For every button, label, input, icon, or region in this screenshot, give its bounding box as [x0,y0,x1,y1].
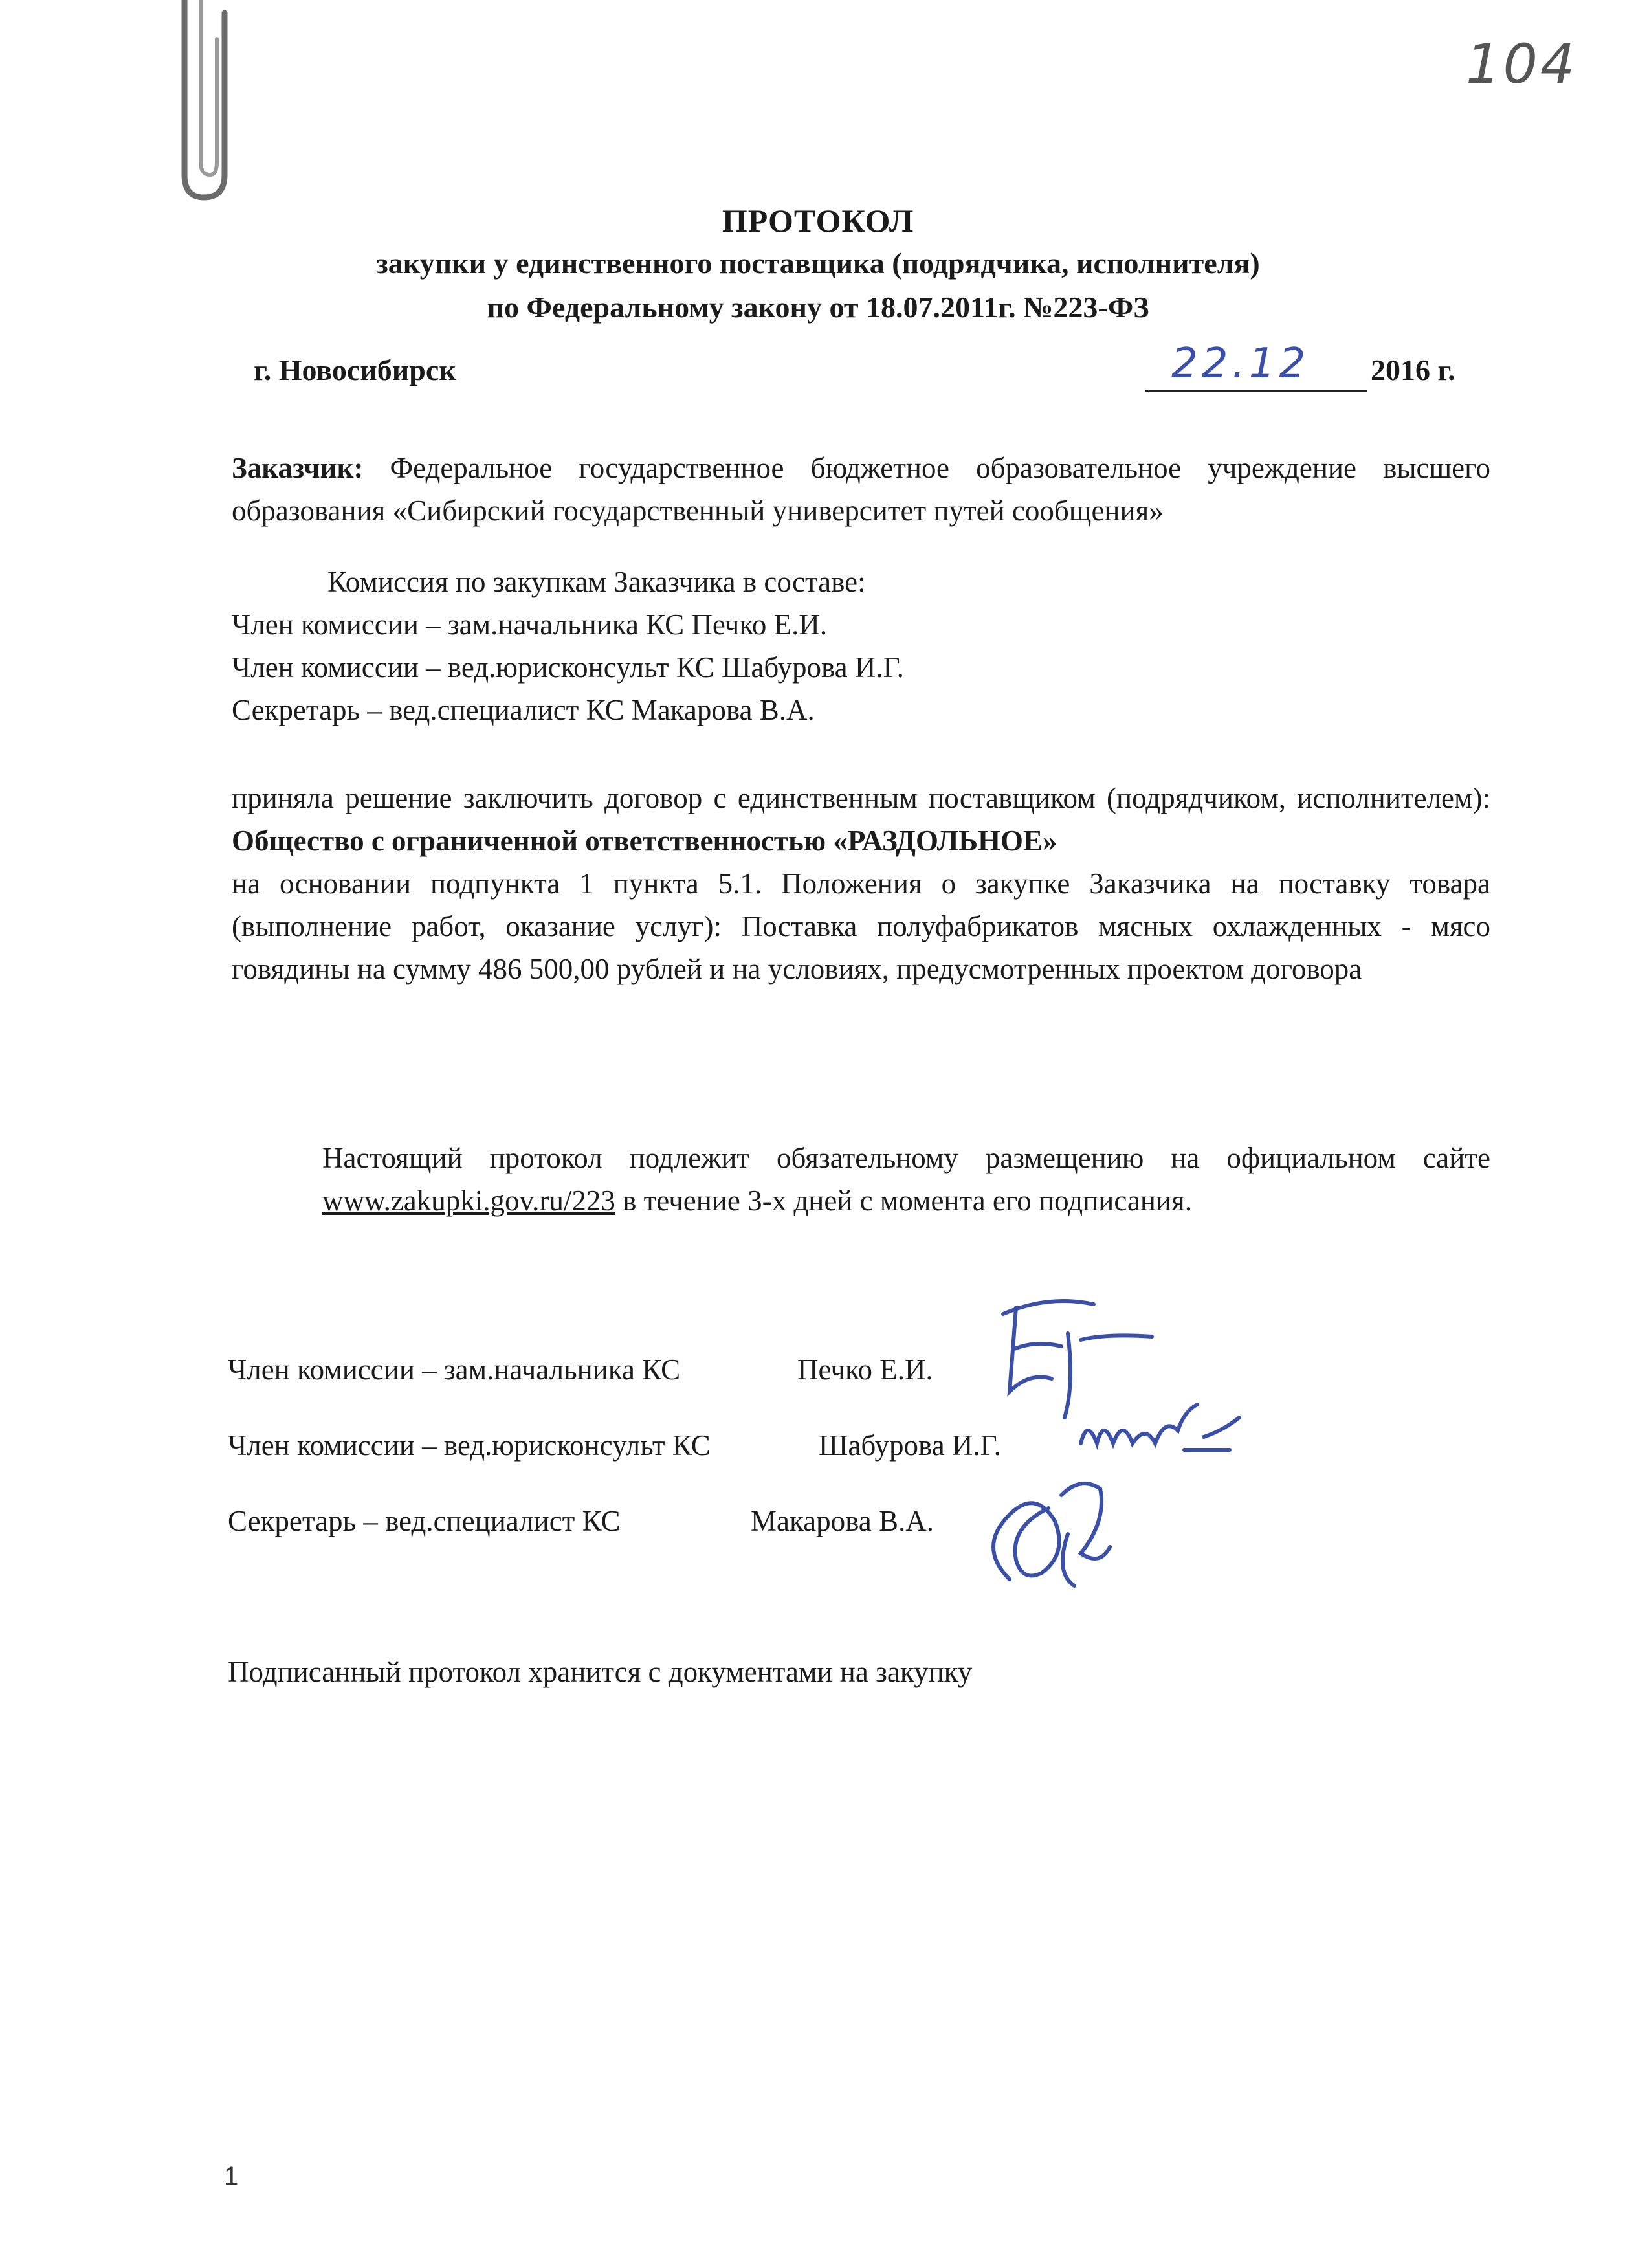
signatory-role: Член комиссии – зам.начальника КС [228,1353,681,1386]
decision-supplier: Общество с ограниченной ответственностью «РАЗДОЛЬНОЕ» [232,825,1057,857]
document-subtitle-1: закупки у единственного поставщика (подрядчика, исполнителя) [376,247,1260,280]
year: 2016 г. [1371,353,1455,386]
commission-member: Член комиссии – вед.юрисконсульт КС Шабурова И.Г. [232,651,904,684]
decision-paragraph [232,777,1490,990]
customer-label: Заказчик: [232,452,364,484]
notice-prefix: Настоящий протокол подлежит обязательному размещению на официальном сайте [322,1142,1490,1174]
city: г. Новосибирск [254,353,456,386]
paper-clip-icon [165,0,249,214]
notice-paragraph [232,1137,1490,1222]
decision-basis: на основании подпункта 1 пункта 5.1. Положения о закупке Заказчика на поставку товара (выполнение работ, оказание услуг): Поставка полуфабрикатов мясных охлажденных - мясо говядины на сумму 486 500,00 рублей и на условиях, предусмотренных проектом договора [232,867,1490,985]
commission-block [232,561,1490,731]
signatory-role: Секретарь – вед.специалист КС [228,1505,621,1537]
sheet-number-handwritten: 104 [1466,32,1578,96]
signatory-name: Шабурова И.Г. [819,1429,1001,1462]
customer-text: Федеральное государственное бюджетное образовательное учреждение высшего образования «Сибирский государственный университет путей сообщения» [232,452,1490,527]
customer-paragraph [232,447,1490,532]
footer-note: Подписанный протокол хранится с документами на закупку [228,1656,973,1688]
page-number: 1 [224,2162,239,2190]
signatory-name: Макарова В.А. [751,1505,934,1537]
zakupki-link[interactable]: www.zakupki.gov.ru/223 [322,1184,615,1217]
signature-makarova [971,1469,1126,1592]
signature-shaburova [1074,1392,1243,1463]
document-title: ПРОТОКОЛ [722,203,914,239]
document-subtitle-2: по Федеральному закону от 18.07.2011г. №223-ФЗ [487,291,1149,324]
commission-member: Член комиссии – зам.начальника КС Печко Е.И. [232,608,828,641]
commission-member: Секретарь – вед.специалист КС Макарова В.А. [232,694,815,726]
date-handwritten: 22.12 [1171,340,1310,388]
signatory-role: Член комиссии – вед.юрисконсульт КС [228,1429,711,1462]
decision-prefix: приняла решение заключить договор с единственным поставщиком (подрядчиком, исполнителем): [232,782,1490,814]
signatory-name: Печко Е.И. [797,1353,933,1386]
notice-suffix: в течение 3-х дней с момента его подписания. [615,1184,1192,1217]
commission-intro: Комиссия по закупкам Заказчика в составе: [327,566,866,598]
